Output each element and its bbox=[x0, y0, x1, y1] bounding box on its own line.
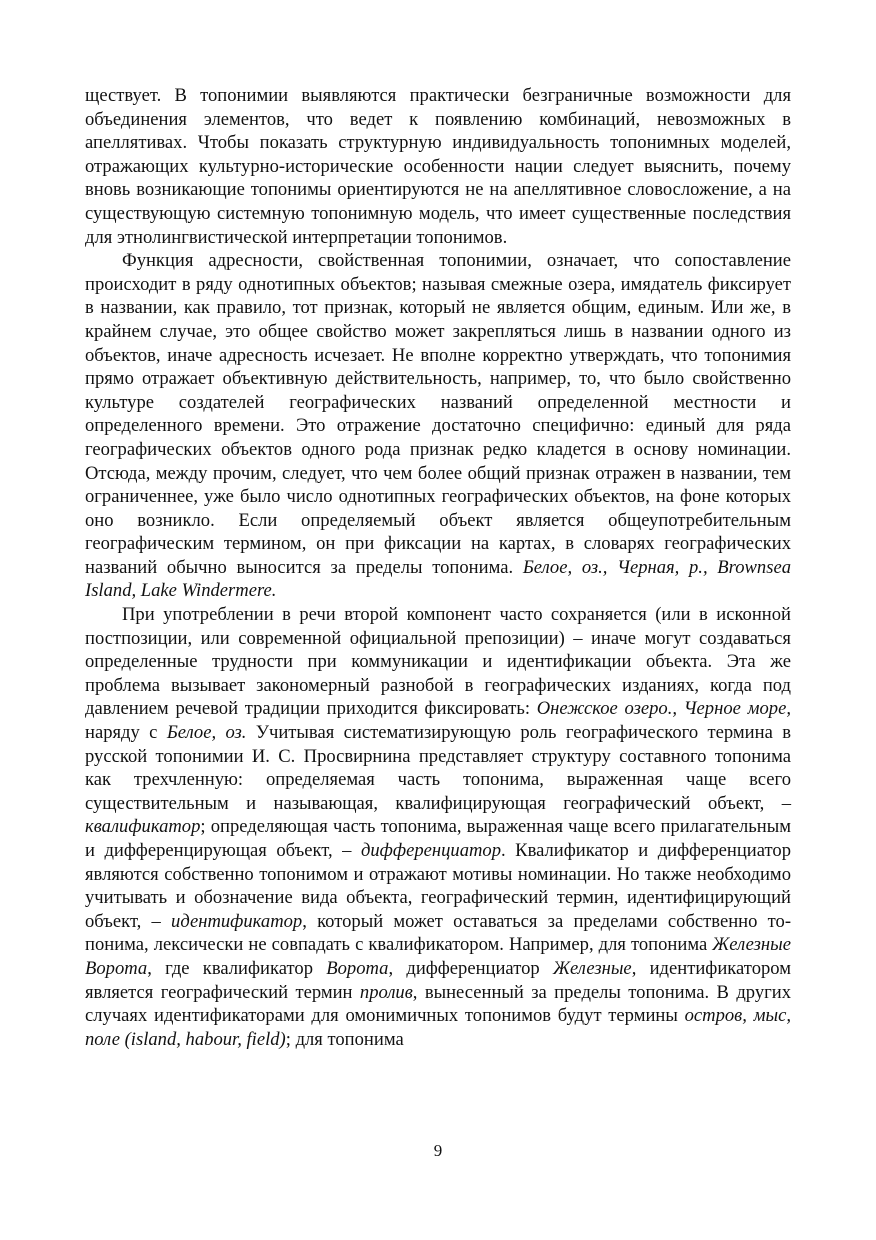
paragraph-3-italic-10: остров, мыс, поле (island, habour, field) bbox=[85, 1005, 791, 1050]
page-body bbox=[85, 84, 791, 1051]
paragraph-3-text-7: , где квалификатор bbox=[147, 957, 327, 979]
paragraph-3-italic-4: дифференциатор bbox=[360, 840, 502, 861]
paragraph-3-text-2: наряду с bbox=[85, 722, 167, 744]
paragraph-3-text-10: , вынесенный за пределы топонима. В других случаях идентификаторами для омонимичных топонимов будут термины bbox=[85, 981, 792, 1027]
paragraph-3-italic-5: идентификатор bbox=[171, 910, 303, 932]
paragraph-3-text-3: Учитывая систематизирующую роль географического термина в русской топонимии И. С. Просвирнина представляет структуру составного топонима как трехчленную: определяемая часть топонима, выраженная чаще всего существительным и называющая, квалифицирующая географический объект, – bbox=[85, 722, 791, 814]
paragraph-3-italic-8: Железные bbox=[552, 957, 632, 979]
paragraph-3-italic-2: Белое, оз. bbox=[166, 722, 247, 744]
paragraph-3-italic-3: квалификатор bbox=[85, 816, 201, 838]
paragraph-3-text-1: При употреблении в речи второй компонент часто сохраняется (или в исконной постпозиции, или современной официальной препозиции) – иначе могут создаваться определенные трудности при коммуникации и идентификации объекта. Эта же проблема вызывает закономерный разнобой в географических изданиях, когда под давлением речевой традиции приходится фиксировать: bbox=[85, 604, 791, 720]
page-number: 9 bbox=[433, 1141, 443, 1160]
paragraph-2-italic-examples: Белое, оз., Черная, р., Brownsea Island, Lake Windermere. bbox=[85, 556, 791, 602]
paragraph-3-italic-9: пролив bbox=[359, 981, 413, 1003]
paragraph-3-text-8: , дифференциатор bbox=[388, 957, 553, 979]
paragraph-2 bbox=[85, 249, 791, 603]
paragraph-3-text-5: . Квалификатор и дифференциатор являются собственно топонимом и отражают мотивы номинации. Но также необходимо учитывать и обозначение вида объекта, географический термин, идентифицирующий объект, – bbox=[85, 840, 791, 932]
paragraph-3-text-4: ; определяющая часть топонима, выраженная чаще всего прилагательным и дифференцирующая объект, – bbox=[85, 816, 791, 861]
paragraph-3-italic-6: Железные Ворота bbox=[85, 934, 791, 979]
paragraph-3-text-9: , идентификатором является географический термин bbox=[85, 957, 791, 1003]
paragraph-2-text: Функция адресности, свойственная топонимии, означает, что сопоставление происходит в ряду однотипных объектов; называя смежные озера, имядатель фиксирует в названии, как правило, тот признак, который не является общим, единым. Или же, в крайнем случае, это общее свойство может закрепляться лишь в названии одного из объектов, иначе адресность исчезает. Не вполне корректно утверждать, что топонимия прямо отражает объективную действительность, например, то, что было свойственно культуре создателей географических названий определенной местности и определенного времени. Это отражение достаточно специфично: единый для ряда географических объектов одного рода признак редко кладется в основу номинации. Отсюда, между прочим, следует, что чем более общий признак отражен в названии, тем ограниченнее, уже было число однотипных географических объектов, на фоне которых оно возникло. Если определяемый объект является общеупотребительным географическим термином, он при фиксации на картах, в словарях географических названий обычно выносится за пределы топонима. bbox=[85, 250, 791, 578]
paragraph-3-text-11: ; для топонима bbox=[285, 1028, 404, 1050]
paragraph-1 bbox=[85, 84, 791, 249]
paragraph-3 bbox=[85, 603, 791, 1051]
paragraph-1-text: ществует. В топонимии выявляются практически безграничные возможности для объединения элементов, что ведет к появлению комбинаций, невозможных в апеллятивах. Чтобы показать структурную индивидуальность топонимных моделей, отражающих культурно-исторические особенности нации следует выяснить, почему вновь возникающие топонимы ориентируются не на апеллятивное словосложение, а на существующую системную топонимную модель, что имеет существенные последствия для этнолингвистической интерпретации топонимов. bbox=[85, 85, 791, 248]
paragraph-3-italic-1: Онежское озеро., Черное море, bbox=[536, 698, 791, 720]
paragraph-3-text-6: , который может оставаться за пределами собственно топонима, лексически не совпадать с квалификатором. Например, для топонима bbox=[85, 910, 792, 956]
paragraph-3-italic-7: Ворота bbox=[326, 957, 389, 979]
